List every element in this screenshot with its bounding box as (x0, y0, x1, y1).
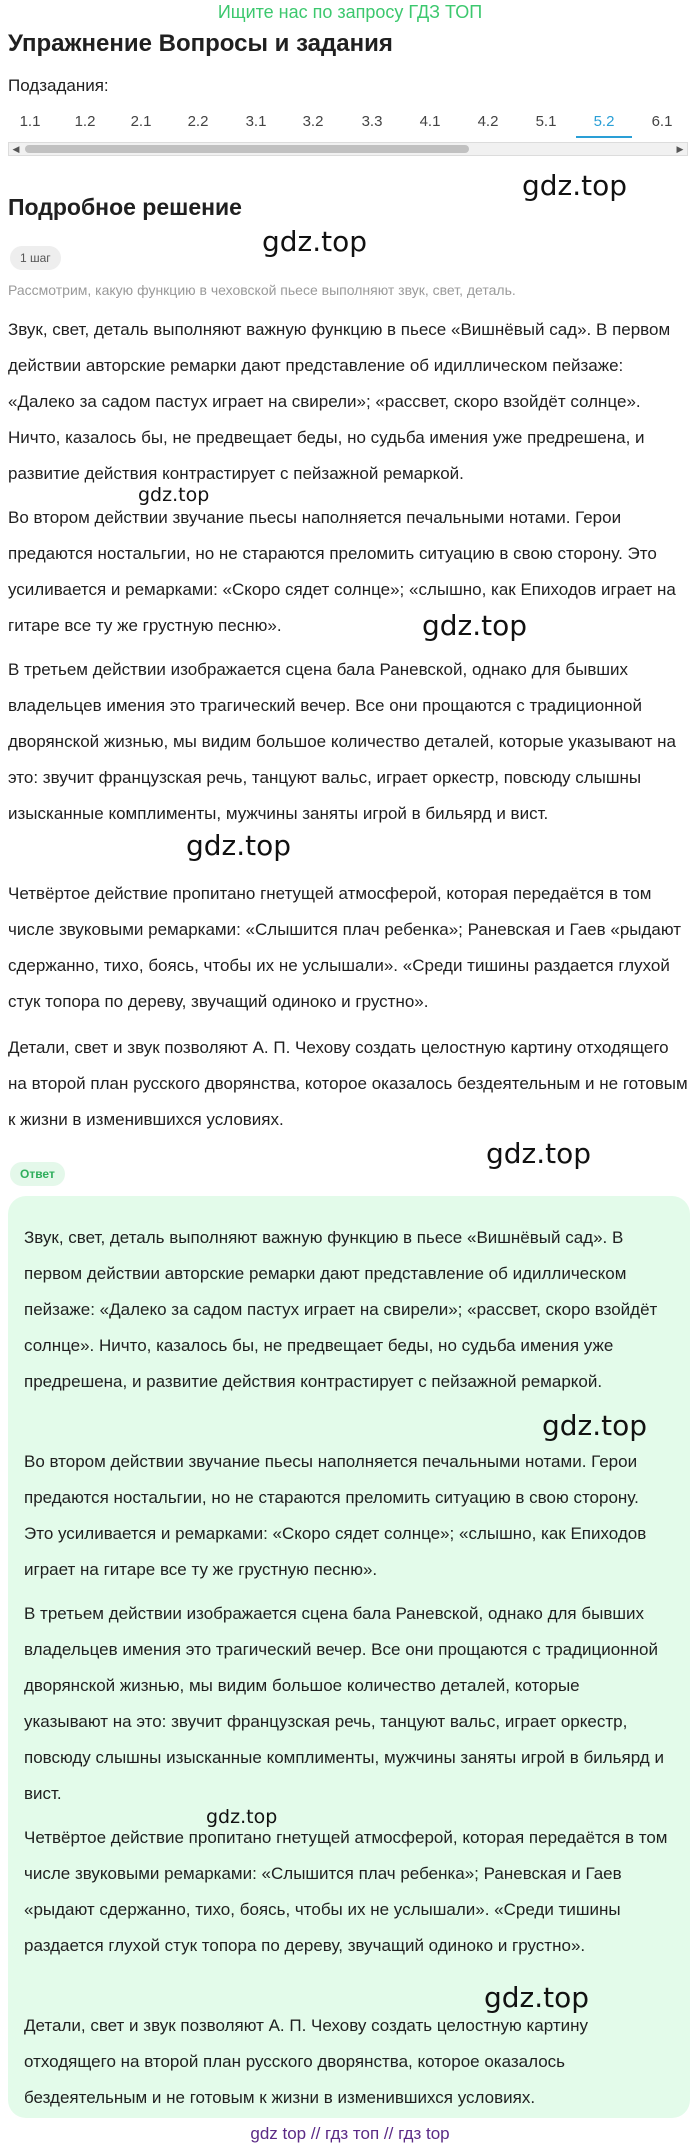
subtask-tab[interactable]: 5.1 (535, 113, 557, 130)
subtask-tab[interactable]: 1.1 (19, 113, 41, 130)
solution-intro: Рассмотрим, какую функцию в чеховской пьесе выполняют звук, свет, деталь. (8, 282, 516, 298)
answer-paragraph: Во втором действии звучание пьесы наполняется печальными нотами. Герои предаются ностальгии, но не стараются преломить ситуацию в свою сторону. Это усиливается и ремарками: «Скоро сядет солнце»; «слышно, как Епиходов играет на гитаре все ту же грустную песню». (24, 1452, 647, 1579)
solution-paragraph: Звук, свет, деталь выполняют важную функцию в пьесе «Вишнёвый сад». В первом действии авторские ремарки дают представление об идиллическом пейзаже: «Далеко за садом пастух играет на свирели»; «рассвет, скоро взойдёт солнце». Ничто, казалось бы, не предвещает беды, но судьба имения уже предрешена, и развитие действия контрастирует с пейзажной ремаркой. (8, 320, 671, 483)
watermark: gdz.top (542, 1409, 648, 1442)
subtask-tab[interactable]: 6.1 (651, 113, 673, 130)
solution-paragraph: Четвёртое действие пропитано гнетущей атмосферой, которая передаётся в том числе звуковыми ремарками: «Слышится плач ребенка»; Раневская и Гаев «рыдают сдержанно, тихо, боясь, чтобы их не услышали». «Среди тишины раздается глухой стук топора по дереву, звучащий одиноко и грустно». (8, 884, 682, 1011)
subtask-tab[interactable]: 2.2 (187, 113, 209, 130)
footer-links (0, 2122, 700, 2146)
answer-paragraph: В третьем действии изображается сцена бала Раневской, однако для бывших владельцев имения это трагический вечер. Все они прощаются с традиционной дворянской жизнью, мы видим большое количество деталей, которые указывают на это: звучит французская речь, танцуют вальс, играет оркестр, повсюду слышны изысканные комплименты, мужчины заняты игрой в бильярд и вист. (24, 1604, 664, 1803)
solution-title: Подробное решение (8, 194, 242, 220)
solution-paragraph: В третьем действии изображается сцена бала Раневской, однако для бывших владельцев имения это трагический вечер. Все они прощаются с традиционной дворянской жизнью, мы видим большое количество деталей, которые указывают на это: звучит французская речь, танцуют вальс, играет оркестр, повсюду слышны изысканные комплименты, мужчины заняты игрой в бильярд и вист. (8, 660, 676, 823)
scroll-right-arrow-icon[interactable]: ▶ (676, 144, 684, 154)
watermark: gdz.top (422, 609, 528, 642)
watermark: gdz.top (484, 1981, 590, 2014)
footer-link[interactable]: gdz top (250, 2124, 307, 2143)
subtasks-label: Подзадания: (8, 76, 109, 95)
watermark: gdz.top (486, 1137, 592, 1170)
answer-paragraph: Детали, свет и звук позволяют А. П. Чехову создать целостную картину отходящего на второй план русского дворянства, которое оказалось бездеятельным и не готовым к жизни в изменившихся условиях. (24, 2016, 588, 2107)
solution-paragraph: Во втором действии звучание пьесы наполняется печальными нотами. Герои предаются ностальгии, но не стараются преломить ситуацию в свою сторону. Это усиливается и ремарками: «Скоро сядет солнце»; «слышно, как Епиходов играет на гитаре все ту же грустную песню». (8, 508, 676, 635)
footer-link[interactable]: гдз top (398, 2124, 450, 2143)
step-badge: 1 шаг (10, 246, 61, 270)
watermark: gdz.top (206, 1806, 278, 1828)
subtask-tab[interactable]: 1.2 (74, 113, 96, 130)
answer-badge: Ответ (10, 1162, 65, 1186)
footer-separator: // (383, 2124, 394, 2143)
tabs-scrollbar[interactable] (8, 142, 688, 156)
footer-separator: // (310, 2124, 321, 2143)
page-title: Упражнение Вопросы и задания (8, 30, 393, 57)
scroll-left-arrow-icon[interactable]: ◀ (12, 144, 20, 154)
watermark: gdz.top (186, 829, 292, 862)
footer-link[interactable]: гдз топ (325, 2124, 380, 2143)
subtask-tab-active[interactable]: 5.2 (576, 110, 632, 138)
top-banner[interactable]: Ищите нас по запросу ГДЗ ТОП (217, 2, 483, 22)
subtask-tab[interactable]: 4.1 (419, 113, 441, 130)
scrollbar-thumb[interactable] (25, 145, 469, 153)
subtask-tab[interactable]: 3.3 (361, 113, 383, 130)
answer-paragraph: Звук, свет, деталь выполняют важную функцию в пьесе «Вишнёвый сад». В первом действии авторские ремарки дают представление об идиллическом пейзаже: «Далеко за садом пастух играет на свирели»; «рассвет, скоро взойдёт солнце». Ничто, казалось бы, не предвещает беды, но судьба имения уже предрешена, и развитие действия контрастирует с пейзажной ремаркой. (24, 1228, 658, 1391)
subtask-tab[interactable]: 4.2 (477, 113, 499, 130)
watermark: gdz.top (522, 169, 628, 202)
solution-paragraph: Детали, свет и звук позволяют А. П. Чехову создать целостную картину отходящего на второй план русского дворянства, которое оказалось бездеятельным и не готовым к жизни в изменившихся условиях. (8, 1038, 688, 1129)
subtask-tab[interactable]: 3.1 (245, 113, 267, 130)
watermark: gdz.top (138, 484, 210, 506)
answer-paragraph: Четвёртое действие пропитано гнетущей атмосферой, которая передаётся в том числе звуковыми ремарками: «Слышится плач ребенка»; Раневская и Гаев «рыдают сдержанно, тихо, боясь, чтобы их не услышали». «Среди тишины раздается глухой стук топора по дереву, звучащий одиноко и грустно». (24, 1828, 668, 1955)
subtask-tab[interactable]: 3.2 (302, 113, 324, 130)
subtask-tab[interactable]: 2.1 (130, 113, 152, 130)
subtasks-tabs (0, 106, 690, 140)
watermark: gdz.top (262, 225, 368, 258)
